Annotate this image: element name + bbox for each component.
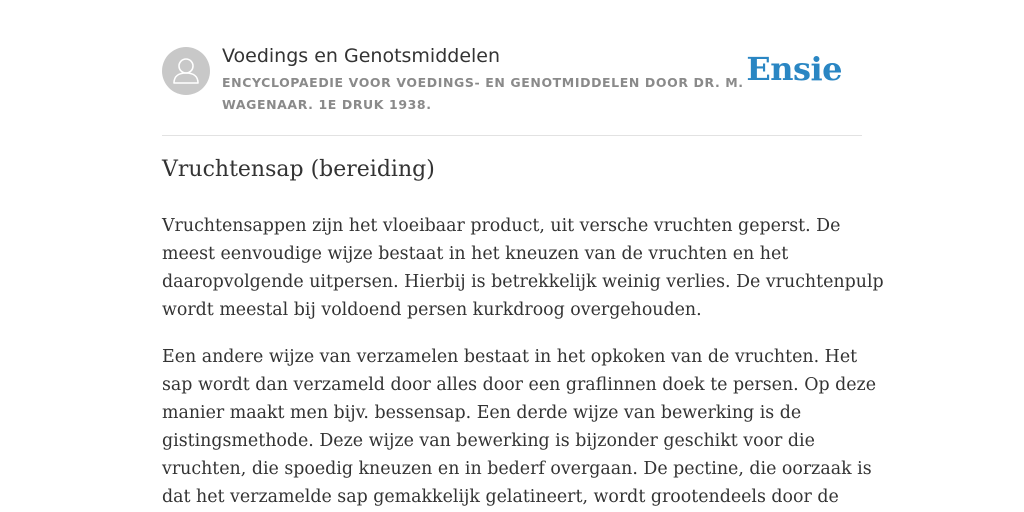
paragraph [162,343,877,511]
paragraph [162,212,884,324]
header-divider [162,135,862,136]
text-line: manier maakt men bijv. bessensap. Een derde wijze van bewerking is de [162,403,802,423]
text-line: daaropvolgende uitpersen. Hierbij is betrekkelijk weinig verlies. De vruchtenpulp [162,272,884,292]
source-subtitle-line: WAGENAAR. 1E DRUK 1938. [222,97,432,112]
source-subtitle [222,72,744,116]
ensie-logo[interactable]: Ensie [746,50,842,88]
text-line: Een andere wijze van verzamelen bestaat in het opkoken van de vruchten. Het [162,347,858,367]
text-line: Vruchtensappen zijn het vloeibaar product, uit versche vruchten geperst. De [162,216,841,236]
text-line: sap wordt dan verzameld door alles door een graflinnen doek te persen. Op deze [162,375,877,395]
source-header [162,44,862,136]
text-line: wordt meestal bij voldoend persen kurkdroog overgehouden. [162,300,702,320]
text-line: vruchten, die spoedig kneuzen en in bederf overgaan. De pectine, die oorzaak is [162,459,872,479]
source-title[interactable]: Voedings en Genotsmiddelen [222,45,501,67]
source-subtitle-line: ENCYCLOPAEDIE VOOR VOEDINGS- EN GENOTMIDDELEN DOOR DR. M. [222,75,744,90]
article-body [162,212,884,512]
text-line: dat het verzamelde sap gemakkelijk gelatineert, wordt grootendeels door de [162,487,839,507]
avatar[interactable] [162,47,210,95]
user-silhouette-icon [162,47,210,95]
text-line: gistingsmethode. Deze wijze van bewerking is bijzonder geschikt voor die [162,431,815,451]
text-line: meest eenvoudige wijze bestaat in het kneuzen van de vruchten en het [162,244,789,264]
article-title: Vruchtensap (bereiding) [162,157,435,182]
